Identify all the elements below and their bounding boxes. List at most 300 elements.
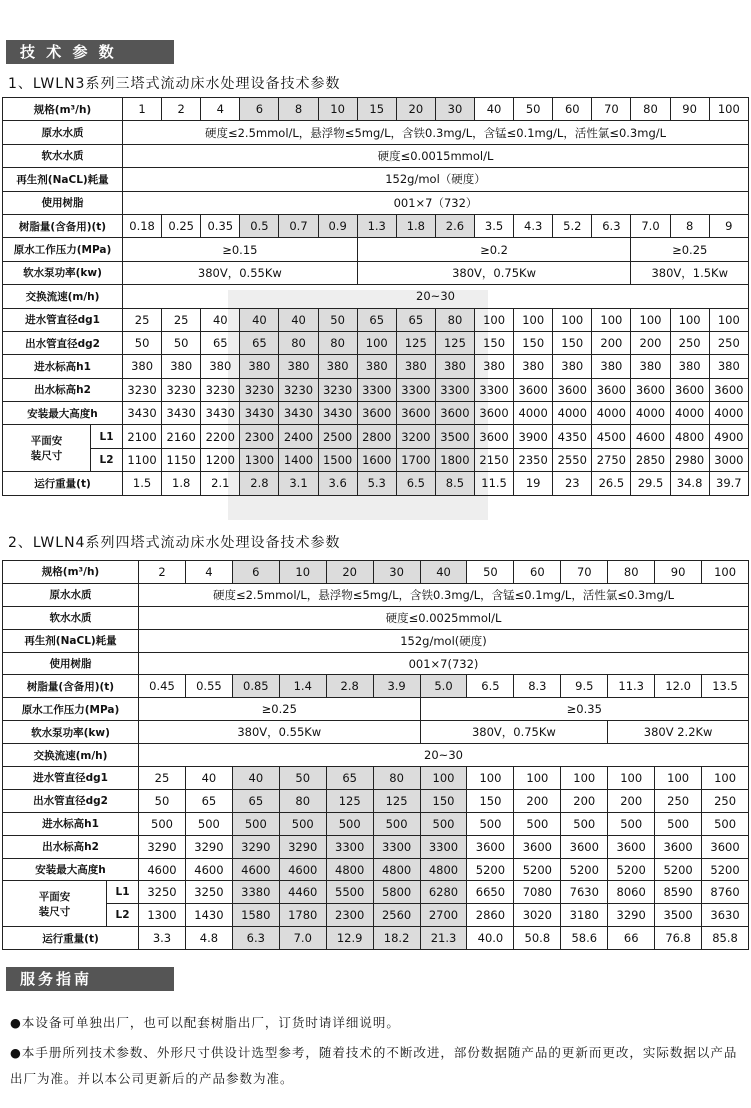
value-cell: 18.2 <box>373 927 420 950</box>
merged-value-cell: 001×7（732） <box>123 191 749 214</box>
value-cell: 4900 <box>709 425 748 448</box>
value-cell: 2.8 <box>326 675 373 698</box>
value-cell: 85.8 <box>702 927 749 950</box>
value-cell: 3230 <box>279 378 318 401</box>
value-cell: 500 <box>608 812 655 835</box>
value-cell: 4500 <box>592 425 631 448</box>
value-cell: 380 <box>201 355 240 378</box>
value-cell: 3250 <box>185 881 232 904</box>
value-cell: 12.0 <box>655 675 702 698</box>
value-cell: 3430 <box>240 402 279 425</box>
value-cell: 3430 <box>279 402 318 425</box>
merged-value-cell: 380V 2.2Kw <box>608 721 749 744</box>
value-cell: 380 <box>318 355 357 378</box>
value-cell: 380 <box>435 355 474 378</box>
spec-cell: 40 <box>475 98 514 121</box>
value-cell: 7630 <box>561 881 608 904</box>
value-cell: 1.3 <box>357 214 396 237</box>
value-cell: 23 <box>553 472 592 495</box>
value-cell: 50 <box>318 308 357 331</box>
merged-value-cell: 380V，0.75Kw <box>357 261 631 284</box>
value-cell: 3380 <box>232 881 279 904</box>
value-cell: 380 <box>396 355 435 378</box>
value-cell: 34.8 <box>670 472 709 495</box>
value-cell: 3290 <box>279 835 326 858</box>
value-cell: 65 <box>357 308 396 331</box>
value-cell: 7.0 <box>631 214 670 237</box>
value-cell: 1500 <box>318 448 357 471</box>
merged-value-cell: ≥0.35 <box>420 698 748 721</box>
value-cell: 250 <box>655 789 702 812</box>
spec-cell: 30 <box>435 98 474 121</box>
value-cell: 5.3 <box>357 472 396 495</box>
value-cell: 6.3 <box>232 927 279 950</box>
value-cell: 65 <box>232 789 279 812</box>
value-cell: 25 <box>123 308 162 331</box>
value-cell: 150 <box>420 789 467 812</box>
value-cell: 0.45 <box>139 675 186 698</box>
value-cell: 200 <box>592 331 631 354</box>
value-cell: 3.9 <box>373 675 420 698</box>
value-cell: 6650 <box>467 881 514 904</box>
row-label: 进水管直径dg1 <box>3 308 123 331</box>
value-cell: 1.8 <box>396 214 435 237</box>
value-cell: 3290 <box>232 835 279 858</box>
value-cell: 2980 <box>670 448 709 471</box>
value-cell: 3430 <box>318 402 357 425</box>
value-cell: 100 <box>631 308 670 331</box>
table2-title: 2、LWLN4系列四塔式流动床水处理设备技术参数 <box>8 535 341 551</box>
value-cell: 40.0 <box>467 927 514 950</box>
value-cell: 4800 <box>326 858 373 881</box>
value-cell: 3430 <box>162 402 201 425</box>
table2-spec <box>2 560 749 950</box>
spec-cell: 80 <box>608 561 655 584</box>
value-cell: 380 <box>592 355 631 378</box>
value-cell: 6280 <box>420 881 467 904</box>
value-cell: 250 <box>709 331 748 354</box>
value-cell: 380 <box>357 355 396 378</box>
value-cell: 4000 <box>553 402 592 425</box>
value-cell: 5500 <box>326 881 373 904</box>
value-cell: 4000 <box>631 402 670 425</box>
value-cell: 3600 <box>670 378 709 401</box>
spec-cell: 20 <box>326 561 373 584</box>
spec-cell: 2 <box>162 98 201 121</box>
footprint-label-line1: 平面安 <box>38 890 71 903</box>
value-cell: 1580 <box>232 904 279 927</box>
value-cell: 7.0 <box>279 927 326 950</box>
spec-cell: 6 <box>232 561 279 584</box>
value-cell: 3290 <box>185 835 232 858</box>
value-cell: 1400 <box>279 448 318 471</box>
value-cell: 50 <box>279 767 326 790</box>
spec-cell: 4 <box>185 561 232 584</box>
value-cell: 29.5 <box>631 472 670 495</box>
value-cell: 26.5 <box>592 472 631 495</box>
spec-cell: 50 <box>514 98 553 121</box>
row-label: 软水泵功率(kw) <box>3 261 123 284</box>
value-cell: 380 <box>279 355 318 378</box>
value-cell: 3600 <box>561 835 608 858</box>
value-cell: 40 <box>240 308 279 331</box>
value-cell: 3500 <box>655 904 702 927</box>
value-cell: 8060 <box>608 881 655 904</box>
row-label: 再生剂(NaCL)耗量 <box>3 168 123 191</box>
value-cell: 58.6 <box>561 927 608 950</box>
value-cell: 9 <box>709 214 748 237</box>
value-cell: 2.8 <box>240 472 279 495</box>
value-cell: 125 <box>396 331 435 354</box>
value-cell: 3430 <box>123 402 162 425</box>
value-cell: 3230 <box>201 378 240 401</box>
value-cell: 4.3 <box>514 214 553 237</box>
value-cell: 4800 <box>373 858 420 881</box>
value-cell: 100 <box>514 767 561 790</box>
value-cell: 65 <box>201 331 240 354</box>
value-cell: 8.3 <box>514 675 561 698</box>
value-cell: 250 <box>702 789 749 812</box>
value-cell: 3630 <box>702 904 749 927</box>
value-cell: 8 <box>670 214 709 237</box>
value-cell: 3200 <box>396 425 435 448</box>
value-cell: 2300 <box>240 425 279 448</box>
value-cell: 3250 <box>139 881 186 904</box>
value-cell: 80 <box>279 789 326 812</box>
value-cell: 100 <box>655 767 702 790</box>
value-cell: 100 <box>420 767 467 790</box>
value-cell: 40 <box>279 308 318 331</box>
value-cell: 100 <box>553 308 592 331</box>
spec-cell: 20 <box>396 98 435 121</box>
value-cell: 1.8 <box>162 472 201 495</box>
spec-cell: 50 <box>467 561 514 584</box>
value-cell: 100 <box>467 767 514 790</box>
value-cell: 500 <box>514 812 561 835</box>
merged-value-cell: 380V，0.75Kw <box>420 721 608 744</box>
row-label: 树脂量(含备用)(t) <box>3 675 139 698</box>
value-cell: 100 <box>670 308 709 331</box>
value-cell: 19 <box>514 472 553 495</box>
value-cell: 0.35 <box>201 214 240 237</box>
spec-cell: 8 <box>279 98 318 121</box>
row-label: 运行重量(t) <box>3 472 123 495</box>
value-cell: 2300 <box>326 904 373 927</box>
value-cell: 2100 <box>123 425 162 448</box>
section-header-service-guide: 服务指南 <box>6 967 174 991</box>
spec-cell: 70 <box>561 561 608 584</box>
value-cell: 25 <box>139 767 186 790</box>
value-cell: 150 <box>475 331 514 354</box>
value-cell: 100 <box>709 308 748 331</box>
value-cell: 76.8 <box>655 927 702 950</box>
row-label: 交换流速(m/h) <box>3 285 123 308</box>
value-cell: 2500 <box>318 425 357 448</box>
merged-value-cell: 152g/mol（硬度） <box>123 168 749 191</box>
value-cell: 100 <box>702 767 749 790</box>
value-cell: 500 <box>561 812 608 835</box>
value-cell: 2350 <box>514 448 553 471</box>
value-cell: 4000 <box>670 402 709 425</box>
value-cell: 3600 <box>514 378 553 401</box>
value-cell: 250 <box>670 331 709 354</box>
value-cell: 3600 <box>553 378 592 401</box>
value-cell: 100 <box>514 308 553 331</box>
footprint-label-line2: 装尺寸 <box>38 905 71 918</box>
value-cell: 3230 <box>240 378 279 401</box>
spec-cell: 90 <box>655 561 702 584</box>
value-cell: 380 <box>240 355 279 378</box>
spec-cell: 1 <box>123 98 162 121</box>
value-cell: 13.5 <box>702 675 749 698</box>
row-label: 原水水质 <box>3 583 139 606</box>
value-cell: 2160 <box>162 425 201 448</box>
merged-value-cell: 20~30 <box>123 285 749 308</box>
value-cell: 500 <box>326 812 373 835</box>
value-cell: 3600 <box>396 402 435 425</box>
value-cell: 1780 <box>279 904 326 927</box>
value-cell: 8590 <box>655 881 702 904</box>
spec-header-label: 规格(m³/h) <box>3 561 139 584</box>
footprint-label <box>3 881 107 927</box>
value-cell: 50 <box>139 789 186 812</box>
value-cell: 80 <box>435 308 474 331</box>
spec-cell: 15 <box>357 98 396 121</box>
value-cell: 3600 <box>709 378 748 401</box>
value-cell: 12.9 <box>326 927 373 950</box>
value-cell: 3230 <box>318 378 357 401</box>
value-cell: 50.8 <box>514 927 561 950</box>
value-cell: 66 <box>608 927 655 950</box>
merged-value-cell: ≥0.25 <box>139 698 421 721</box>
value-cell: 200 <box>631 331 670 354</box>
spec-cell: 60 <box>553 98 592 121</box>
value-cell: 6.5 <box>467 675 514 698</box>
value-cell: 500 <box>139 812 186 835</box>
value-cell: 0.25 <box>162 214 201 237</box>
value-cell: 11.5 <box>475 472 514 495</box>
value-cell: 3290 <box>608 904 655 927</box>
value-cell: 8.5 <box>435 472 474 495</box>
value-cell: 125 <box>435 331 474 354</box>
footprint-label-line1: 平面安 <box>30 435 63 448</box>
value-cell: 0.55 <box>185 675 232 698</box>
value-cell: 50 <box>123 331 162 354</box>
value-cell: 3600 <box>514 835 561 858</box>
note-1: ●本设备可单独出厂，也可以配套树脂出厂，订货时请详细说明。 <box>10 1015 400 1030</box>
value-cell: 100 <box>475 308 514 331</box>
value-cell: 21.3 <box>420 927 467 950</box>
value-cell: 80 <box>279 331 318 354</box>
value-cell: 3600 <box>608 835 655 858</box>
value-cell: 5200 <box>561 858 608 881</box>
value-cell: 50 <box>162 331 201 354</box>
value-cell: 2860 <box>467 904 514 927</box>
row-label: 出水标高h2 <box>3 378 123 401</box>
value-cell: 65 <box>240 331 279 354</box>
row-label: 原水工作压力(MPa) <box>3 698 139 721</box>
value-cell: 3600 <box>475 425 514 448</box>
row-label: 软水水质 <box>3 144 123 167</box>
spec-cell: 90 <box>670 98 709 121</box>
value-cell: 9.5 <box>561 675 608 698</box>
value-cell: 8760 <box>702 881 749 904</box>
row-label: 出水标高h2 <box>3 835 139 858</box>
value-cell: 4800 <box>420 858 467 881</box>
row-label: 再生剂(NaCL)耗量 <box>3 629 139 652</box>
spec-cell: 100 <box>702 561 749 584</box>
value-cell: 4800 <box>670 425 709 448</box>
merged-value-cell: 001×7(732) <box>139 652 749 675</box>
l2-label: L2 <box>107 904 139 927</box>
value-cell: 4.8 <box>185 927 232 950</box>
spec-cell: 70 <box>592 98 631 121</box>
value-cell: 4000 <box>709 402 748 425</box>
value-cell: 5200 <box>608 858 655 881</box>
merged-value-cell: 152g/mol(硬度) <box>139 629 749 652</box>
value-cell: 3500 <box>435 425 474 448</box>
value-cell: 3300 <box>435 378 474 401</box>
value-cell: 2700 <box>420 904 467 927</box>
value-cell: 0.85 <box>232 675 279 698</box>
value-cell: 5200 <box>655 858 702 881</box>
value-cell: 0.18 <box>123 214 162 237</box>
value-cell: 200 <box>608 789 655 812</box>
row-label: 运行重量(t) <box>3 927 139 950</box>
value-cell: 500 <box>467 812 514 835</box>
merged-value-cell: 380V，0.55Kw <box>123 261 358 284</box>
spec-cell: 10 <box>279 561 326 584</box>
value-cell: 3300 <box>396 378 435 401</box>
value-cell: 3.1 <box>279 472 318 495</box>
row-label: 使用树脂 <box>3 191 123 214</box>
value-cell: 500 <box>655 812 702 835</box>
value-cell: 3290 <box>139 835 186 858</box>
value-cell: 40 <box>185 767 232 790</box>
value-cell: 80 <box>318 331 357 354</box>
spec-cell: 100 <box>709 98 748 121</box>
table1-title: 1、LWLN3系列三塔式流动床水处理设备技术参数 <box>8 76 341 92</box>
value-cell: 1430 <box>185 904 232 927</box>
value-cell: 4600 <box>185 858 232 881</box>
value-cell: 100 <box>357 331 396 354</box>
spec-cell: 4 <box>201 98 240 121</box>
value-cell: 4000 <box>592 402 631 425</box>
value-cell: 1300 <box>240 448 279 471</box>
value-cell: 65 <box>326 767 373 790</box>
merged-value-cell: ≥0.2 <box>357 238 631 261</box>
value-cell: 380 <box>475 355 514 378</box>
value-cell: 0.7 <box>279 214 318 237</box>
merged-value-cell: 380V，0.55Kw <box>139 721 421 744</box>
value-cell: 380 <box>553 355 592 378</box>
spec-cell: 6 <box>240 98 279 121</box>
value-cell: 2800 <box>357 425 396 448</box>
value-cell: 39.7 <box>709 472 748 495</box>
value-cell: 150 <box>553 331 592 354</box>
table1-spec <box>2 97 749 496</box>
value-cell: 4000 <box>514 402 553 425</box>
row-label: 进水标高h1 <box>3 355 123 378</box>
merged-value-cell: 硬度≤2.5mmol/L，悬浮物≤5mg/L，含铁0.3mg/L，含锰≤0.1mg/L，活性氯≤0.3mg/L <box>139 583 749 606</box>
value-cell: 1150 <box>162 448 201 471</box>
value-cell: 65 <box>185 789 232 812</box>
value-cell: 6.5 <box>396 472 435 495</box>
row-label: 出水管直径dg2 <box>3 789 139 812</box>
spec-cell: 80 <box>631 98 670 121</box>
value-cell: 3300 <box>357 378 396 401</box>
value-cell: 3600 <box>655 835 702 858</box>
value-cell: 3.5 <box>475 214 514 237</box>
value-cell: 4350 <box>553 425 592 448</box>
value-cell: 65 <box>396 308 435 331</box>
value-cell: 3000 <box>709 448 748 471</box>
footprint-label <box>3 425 91 472</box>
value-cell: 500 <box>420 812 467 835</box>
value-cell: 3020 <box>514 904 561 927</box>
value-cell: 200 <box>514 789 561 812</box>
value-cell: 1.5 <box>123 472 162 495</box>
value-cell: 1800 <box>435 448 474 471</box>
value-cell: 380 <box>162 355 201 378</box>
row-label: 树脂量(含备用)(t) <box>3 214 123 237</box>
l1-label: L1 <box>91 425 123 448</box>
value-cell: 25 <box>162 308 201 331</box>
note-2: ●本手册所列技术参数、外形尺寸供设计选型参考，随着技术的不断改进，部份数据随产品的更新而更改，实际数据以产品出厂为准。并以本公司更新后的产品参数为准。 <box>10 1045 738 1086</box>
value-cell: 40 <box>232 767 279 790</box>
row-label: 使用树脂 <box>3 652 139 675</box>
value-cell: 5200 <box>467 858 514 881</box>
value-cell: 2560 <box>373 904 420 927</box>
merged-value-cell: 硬度≤0.0015mmol/L <box>123 144 749 167</box>
spec-cell: 10 <box>318 98 357 121</box>
row-label: 软水泵功率(kw) <box>3 721 139 744</box>
value-cell: 4600 <box>279 858 326 881</box>
value-cell: 3900 <box>514 425 553 448</box>
value-cell: 5.2 <box>553 214 592 237</box>
value-cell: 2850 <box>631 448 670 471</box>
value-cell: 1.4 <box>279 675 326 698</box>
value-cell: 2.6 <box>435 214 474 237</box>
value-cell: 3180 <box>561 904 608 927</box>
spec-header-label: 规格(m³/h) <box>3 98 123 121</box>
value-cell: 5.0 <box>420 675 467 698</box>
value-cell: 3300 <box>373 835 420 858</box>
merged-value-cell: 硬度≤2.5mmol/L，悬浮物≤5mg/L，含铁0.3mg/L，含锰≤0.1mg/L，活性氯≤0.3mg/L <box>123 121 749 144</box>
value-cell: 4600 <box>139 858 186 881</box>
value-cell: 3300 <box>420 835 467 858</box>
row-label: 安装最大高度h <box>3 402 123 425</box>
value-cell: 150 <box>467 789 514 812</box>
value-cell: 3230 <box>123 378 162 401</box>
value-cell: 2550 <box>553 448 592 471</box>
section-header-tech-params: 技 术 参 数 <box>6 40 174 64</box>
value-cell: 3600 <box>702 835 749 858</box>
row-label: 原水水质 <box>3 121 123 144</box>
value-cell: 1300 <box>139 904 186 927</box>
value-cell: 3.3 <box>139 927 186 950</box>
value-cell: 500 <box>702 812 749 835</box>
value-cell: 150 <box>514 331 553 354</box>
value-cell: 40 <box>201 308 240 331</box>
value-cell: 3600 <box>592 378 631 401</box>
value-cell: 4600 <box>631 425 670 448</box>
value-cell: 125 <box>326 789 373 812</box>
value-cell: 100 <box>592 308 631 331</box>
spec-cell: 30 <box>373 561 420 584</box>
merged-value-cell: 380V，1.5Kw <box>631 261 749 284</box>
row-label: 原水工作压力(MPa) <box>3 238 123 261</box>
